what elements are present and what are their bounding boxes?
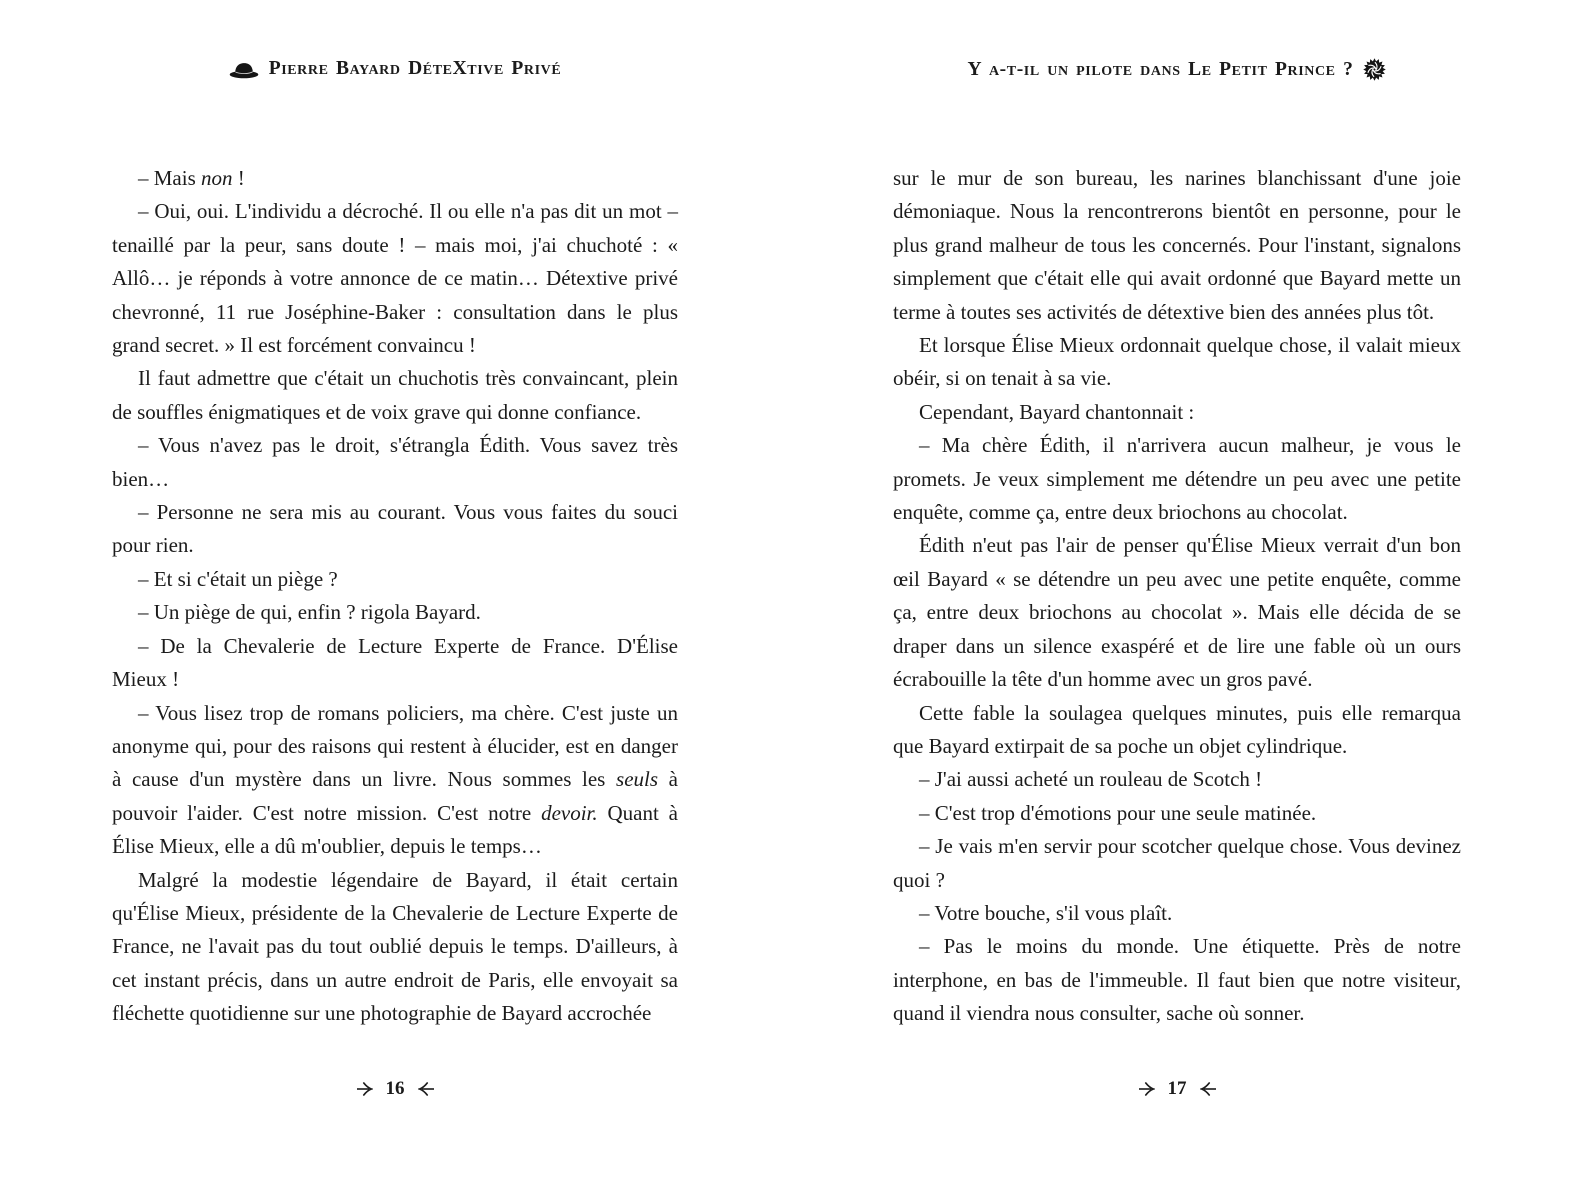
text-run: devoir. xyxy=(541,800,598,825)
paragraph xyxy=(893,396,1461,429)
left-folio xyxy=(112,1078,678,1100)
text-run: seuls xyxy=(616,767,659,792)
text-run: – J'ai aussi acheté un rouleau de Scotch ! xyxy=(919,767,1263,792)
dart-arrow-left-icon xyxy=(1200,1082,1217,1096)
paragraph xyxy=(893,830,1461,897)
text-run: Malgré la modestie légendaire de Bayard, il était certain qu'Élise Mieux, présidente de la Chevalerie de Lecture Experte de France, ne l'avait pas du tout oublié depuis le temps. D'ailleurs, à cet instant précis, dans un autre endroit de Paris, elle envoyait sa fléchette quotidienne sur une photographie de Bayard accrochée xyxy=(112,867,678,1026)
paragraph xyxy=(112,596,678,629)
text-run: – Personne ne sera mis au courant. Vous vous faites du souci pour rien. xyxy=(112,500,678,558)
dart-arrow-right-icon xyxy=(1138,1082,1155,1096)
paragraph xyxy=(893,162,1461,329)
right-running-head xyxy=(893,58,1461,81)
text-run: – Un piège de qui, enfin ? rigola Bayard. xyxy=(138,600,481,625)
right-folio xyxy=(893,1078,1461,1100)
text-run: Cependant, Bayard chantonnait : xyxy=(919,399,1195,424)
text-run: Cette fable la soulagea quelques minutes, puis elle remarqua que Bayard extirpait de sa poche un objet cylindrique. xyxy=(893,700,1461,758)
dart-arrow-right-icon xyxy=(356,1082,373,1096)
text-run: à pouvoir l'aider. C'est notre mission. C'est notre xyxy=(112,767,678,825)
paragraph xyxy=(112,563,678,596)
text-run: – Votre bouche, s'il vous plaît. xyxy=(919,900,1173,925)
left-page xyxy=(112,0,678,1200)
paragraph xyxy=(893,429,1461,529)
left-page-number: 16 xyxy=(385,1078,405,1099)
paragraph xyxy=(112,697,678,864)
paragraph xyxy=(112,195,678,362)
text-run: – Ma chère Édith, il n'arrivera aucun malheur, je vous le promets. Je veux simplement me détendre un peu avec une petite enquête, comme ça, entre deux briochons au chocolat. xyxy=(893,433,1461,525)
paragraph xyxy=(893,329,1461,396)
left-header-title: Pierre Bayard DéteXtive Privé xyxy=(268,58,562,79)
text-run: Quant à Élise Mieux, elle a dû m'oublier, depuis le temps… xyxy=(112,800,678,859)
text-run: non xyxy=(201,166,233,190)
text-run: – Vous n'avez pas le droit, s'étrangla Édith. Vous savez très bien… xyxy=(112,433,678,491)
paragraph xyxy=(893,897,1461,930)
paragraph xyxy=(112,496,678,563)
text-run: – Vous lisez trop de romans policiers, ma chère. C'est juste un anonyme qui, pour des raisons qui restent à élucider, est en danger à cause d'un mystère dans un livre. Nous sommes les xyxy=(112,700,678,792)
paragraph xyxy=(112,429,678,496)
dart-arrow-left-icon xyxy=(418,1082,435,1096)
paragraph xyxy=(893,930,1461,1030)
text-run: Édith n'eut pas l'air de penser qu'Élise Mieux verrait d'un bon œil Bayard « se détendre un peu avec une petite enquête, comme ça, entre deux briochons au chocolat ». Mais elle décida de se draper dans un silence exaspéré et de lire une fable où un ours écrabouille la tête d'un homme avec un gros pavé. xyxy=(893,533,1461,692)
right-page xyxy=(893,0,1461,1200)
text-run: – Oui, oui. L'individu a décroché. Il ou elle n'a pas dit un mot – tenaillé par la peur, sans doute ! – mais moi, j'ai chuchoté : « Allô… je réponds à votre annonce de ce matin… Détextive privé chevronné, 11 rue Joséphine-Baker : consultation dans le plus grand secret. » Il est forcément convaincu ! xyxy=(112,199,678,358)
paragraph xyxy=(893,529,1461,696)
paragraph xyxy=(112,362,678,429)
right-page-text xyxy=(893,162,1461,1031)
paragraph xyxy=(893,763,1461,796)
right-header-title: Y a-t-il un pilote dans Le Petit Prince ? xyxy=(967,58,1354,80)
text-run: – Et si c'était un piège ? xyxy=(138,566,338,591)
text-run: – De la Chevalerie de Lecture Experte de France. D'Élise Mieux ! xyxy=(112,633,678,692)
text-run: – Mais xyxy=(138,166,201,190)
paragraph xyxy=(893,797,1461,830)
rosette-icon xyxy=(1363,58,1386,81)
text-run: ! xyxy=(232,166,245,190)
text-run: – Je vais m'en servir pour scotcher quelque chose. Vous devinez quoi ? xyxy=(893,834,1461,892)
left-running-head xyxy=(112,58,678,80)
right-page-number: 17 xyxy=(1167,1078,1187,1099)
text-run: – Pas le moins du monde. Une étiquette. Près de notre interphone, en bas de l'immeuble. Il faut bien que notre visiteur, quand il viendra nous consulter, sache où sonner. xyxy=(893,934,1461,1026)
text-run: Il faut admettre que c'était un chuchotis très convaincant, plein de souffles énigmatiques et de voix grave qui donne confiance. xyxy=(112,366,678,424)
paragraph xyxy=(112,864,678,1031)
paragraph xyxy=(112,630,678,697)
paragraph xyxy=(893,697,1461,764)
fedora-hat-icon xyxy=(229,60,259,79)
text-run: Et lorsque Élise Mieux ordonnait quelque chose, il valait mieux obéir, si on tenait à sa vie. xyxy=(893,333,1461,391)
text-run: – C'est trop d'émotions pour une seule matinée. xyxy=(919,800,1317,825)
paragraph xyxy=(112,162,678,195)
text-run: sur le mur de son bureau, les narines blanchissant d'une joie démoniaque. Nous la rencontrerons bientôt en personne, pour le plus grand malheur de tous les concernés. Pour l'instant, signalons simplement que c'était elle qui avait ordonné que Bayard mette un terme à toutes ses activités de détextive bien des années plus tôt. xyxy=(893,166,1461,324)
left-page-text xyxy=(112,162,678,1031)
